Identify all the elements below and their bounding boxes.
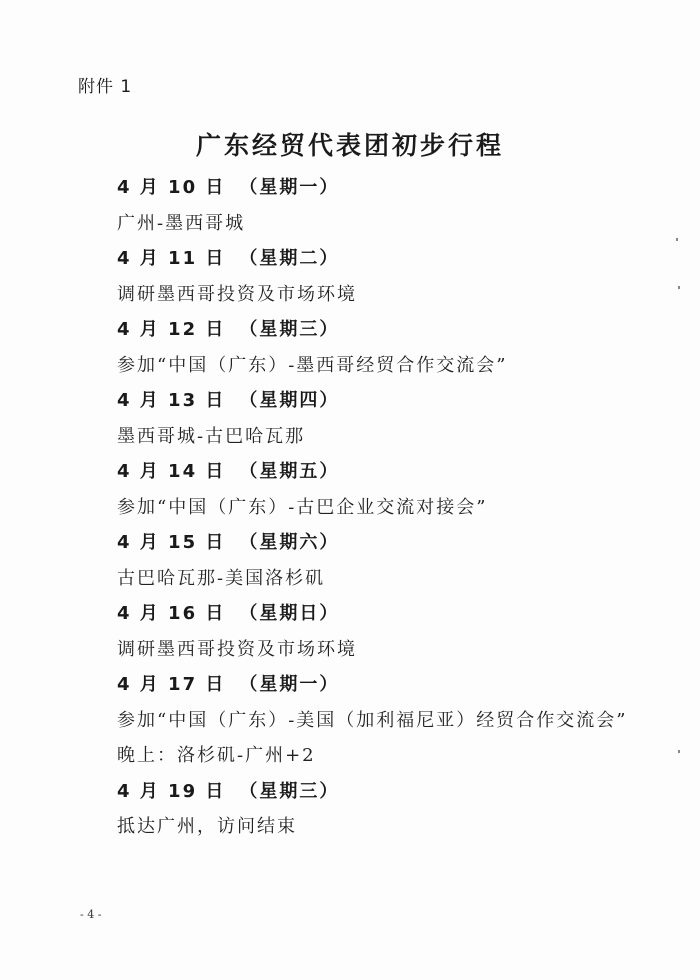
scan-speck: [676, 238, 678, 241]
schedule-date: [117, 531, 677, 567]
date-text: 4 月 16 日: [117, 603, 226, 624]
schedule-activity-evening: 晚上：洛杉矶-广州+2: [117, 745, 316, 766]
schedule-date: [117, 780, 677, 816]
weekday-text: （星期三）: [239, 780, 340, 802]
date-text: 4 月 15 日: [117, 532, 226, 553]
date-text: 4 月 17 日: [117, 674, 226, 695]
date-text: 4 月 10 日: [117, 177, 226, 198]
schedule-date: [117, 673, 677, 709]
date-text: 4 月 11 日: [117, 248, 226, 269]
schedule-date: [117, 318, 677, 354]
date-text: 4 月 19 日: [117, 780, 226, 802]
page-number: - 4 -: [80, 908, 102, 921]
weekday-text: （星期四）: [239, 390, 340, 411]
date-text: 4 月 14 日: [117, 461, 226, 482]
document-title: 广东经贸代表团初步行程: [195, 131, 504, 160]
weekday-text: （星期一）: [239, 674, 340, 695]
schedule-date: [117, 389, 677, 425]
schedule-activity: 古巴哈瓦那-美国洛杉矶: [117, 567, 326, 589]
schedule-date: [117, 247, 677, 283]
weekday-text: （星期二）: [239, 248, 340, 269]
schedule-date: [117, 176, 677, 212]
weekday-text: （星期五）: [239, 461, 340, 482]
schedule-activity: 参加“中国（广东）-美国（加利福尼亚）经贸合作交流会”: [117, 709, 628, 731]
schedule-list: [117, 176, 677, 851]
date-text: 4 月 13 日: [117, 390, 226, 411]
weekday-text: （星期一）: [239, 177, 340, 198]
scan-speck: [678, 750, 680, 753]
schedule-activity: 墨西哥城-古巴哈瓦那: [117, 425, 306, 447]
weekday-text: （星期三）: [239, 319, 340, 340]
weekday-text: （星期六）: [239, 532, 340, 553]
schedule-date: [117, 602, 677, 638]
schedule-activity: 参加“中国（广东）-墨西哥经贸合作交流会”: [117, 354, 508, 376]
schedule-activity: 调研墨西哥投资及市场环境: [117, 283, 357, 305]
scan-speck: [678, 286, 680, 289]
date-text: 4 月 12 日: [117, 319, 226, 340]
schedule-activity: 参加“中国（广东）-古巴企业交流对接会”: [117, 496, 488, 518]
weekday-text: （星期日）: [239, 603, 340, 624]
schedule-activity: 广州-墨西哥城: [117, 212, 246, 234]
schedule-date: [117, 460, 677, 496]
schedule-activity: 抵达广州，访问结束: [117, 816, 297, 837]
attachment-label: 附件 1: [78, 77, 133, 97]
schedule-activity: 调研墨西哥投资及市场环境: [117, 638, 357, 660]
